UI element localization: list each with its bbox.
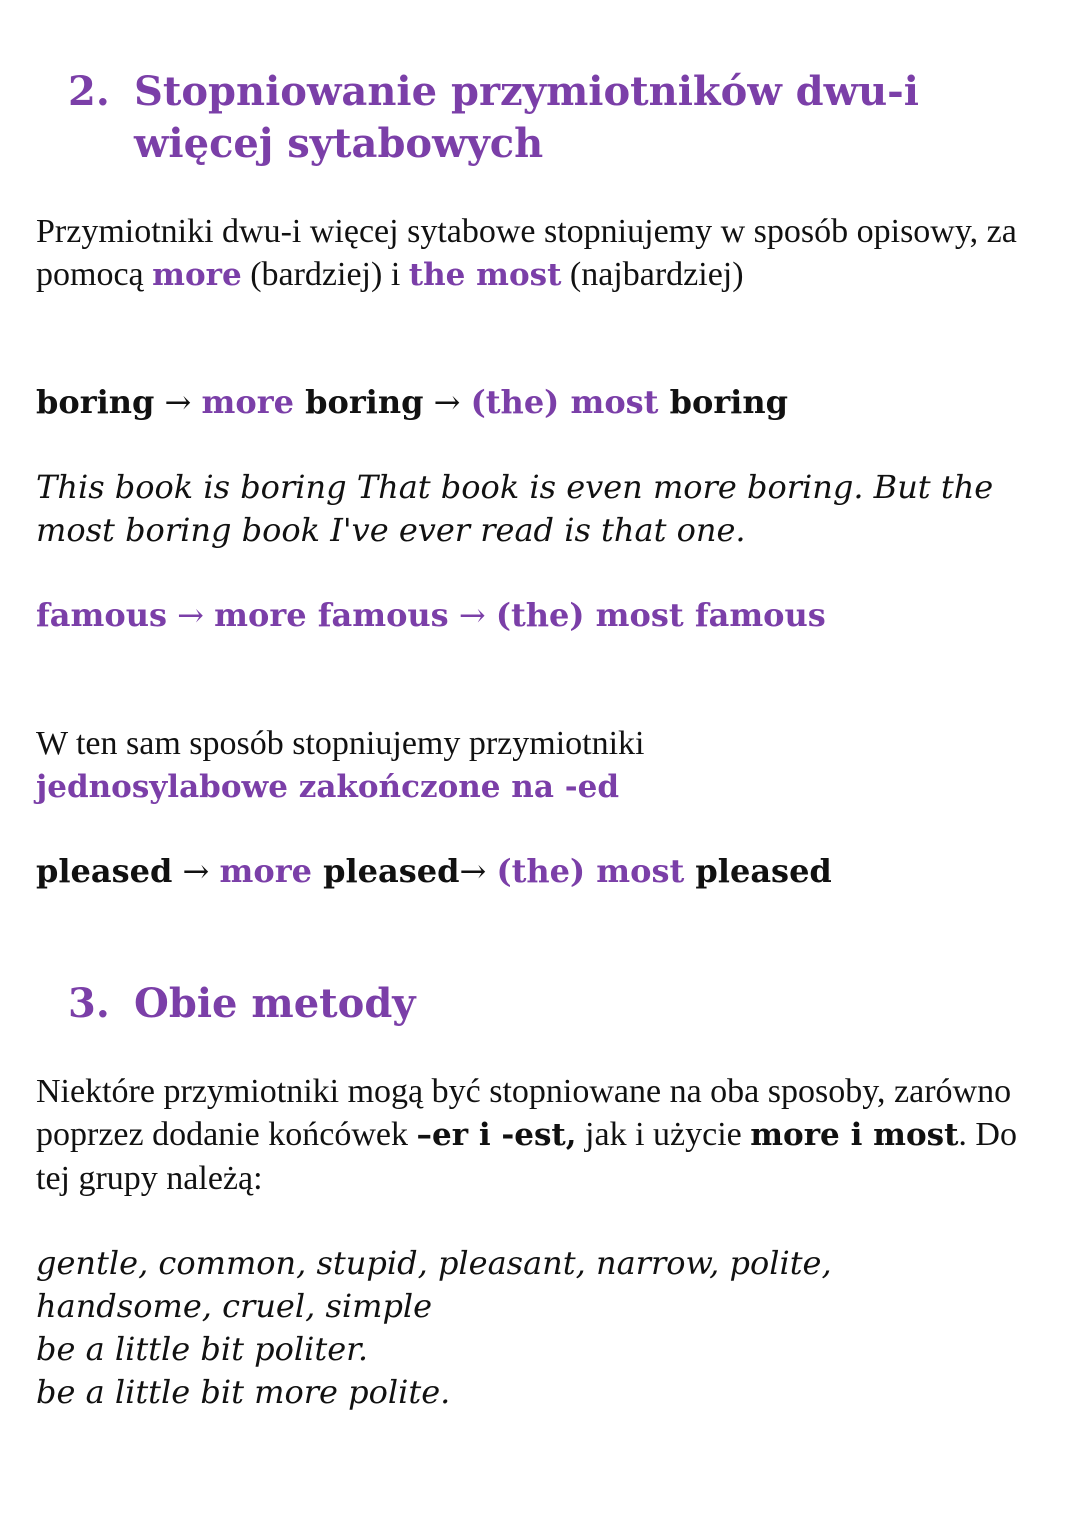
pleased-comparative: pleased <box>311 852 460 890</box>
famous-chain <box>36 594 826 636</box>
boring-chain <box>36 381 788 423</box>
famous-arrow-1: → <box>166 596 215 634</box>
pleased-arrow-1: → <box>172 852 220 890</box>
section-3-endings: –er i -est, <box>416 1117 577 1153</box>
section-3-more-most: more i most <box>750 1117 959 1153</box>
intro-text-a: Przymiotniki dwu-i więcej sytabowe stopniujemy w sposób opisowy, za pomocą <box>36 213 1017 293</box>
section-2-heading <box>68 66 919 170</box>
section-2-number: 2. <box>68 68 110 115</box>
examples-line-4: be a little bit more polite. <box>36 1373 451 1411</box>
intro-more: more <box>152 257 242 293</box>
boring-example: This book is boring That book is even more boring. But the most boring book I've ever read is that one. <box>36 468 994 549</box>
intro-text-b: (bardziej) i <box>241 256 409 293</box>
section-3-examples <box>36 1242 1046 1414</box>
pleased-arrow-2: → <box>459 852 497 890</box>
boring-comparative: boring <box>293 383 424 421</box>
ed-text: W ten sam sposób stopniujemy przymiotniki <box>36 725 645 762</box>
boring-arrow-1: → <box>154 383 202 421</box>
section-3-heading <box>68 978 416 1030</box>
examples-line-2: handsome, cruel, simple <box>36 1287 433 1325</box>
section-3-text-c: . Do tej grupy należą: <box>36 1116 1017 1197</box>
ed-highlight: jednosylabowe zakończone na -ed <box>36 769 619 805</box>
famous-superlative: (the) most famous <box>495 596 826 634</box>
boring-the-most: (the) most <box>470 383 659 421</box>
boring-base: boring <box>36 383 155 421</box>
boring-more: more <box>201 383 294 421</box>
section-3-text-a: Niektóre przymiotniki mogą być stopniowane na oba sposoby, zarówno poprzez dodanie końcówek <box>36 1073 1012 1153</box>
boring-arrow-2: → <box>423 383 471 421</box>
examples-line-3: be a little bit politer. <box>36 1330 369 1368</box>
pleased-the-most: (the) most <box>496 852 685 890</box>
famous-comparative: more famous <box>214 596 449 634</box>
section-2-title-line2: więcej sytabowych <box>134 120 544 167</box>
pleased-more: more <box>219 852 312 890</box>
section-3-paragraph <box>36 1070 1046 1200</box>
boring-superlative: boring <box>658 383 788 421</box>
section-3-text-b: jak i użycie <box>576 1116 751 1153</box>
pleased-superlative: pleased <box>684 852 832 890</box>
section-2-intro <box>36 210 1046 297</box>
intro-text-c: (najbardziej) <box>561 256 744 293</box>
section-2-title-line1: Stopniowanie przymiotników dwu-i <box>134 68 919 115</box>
pleased-base: pleased <box>36 852 173 890</box>
examples-line-1: gentle, common, stupid, pleasant, narrow, polite, <box>36 1244 832 1282</box>
pleased-chain <box>36 850 832 892</box>
section-3-title: Obie metody <box>134 980 416 1027</box>
section-3-number: 3. <box>68 980 110 1027</box>
famous-arrow-2: → <box>448 596 496 634</box>
ed-paragraph <box>36 722 1046 809</box>
intro-the-most: the most <box>408 257 562 293</box>
famous-base: famous <box>36 596 167 634</box>
